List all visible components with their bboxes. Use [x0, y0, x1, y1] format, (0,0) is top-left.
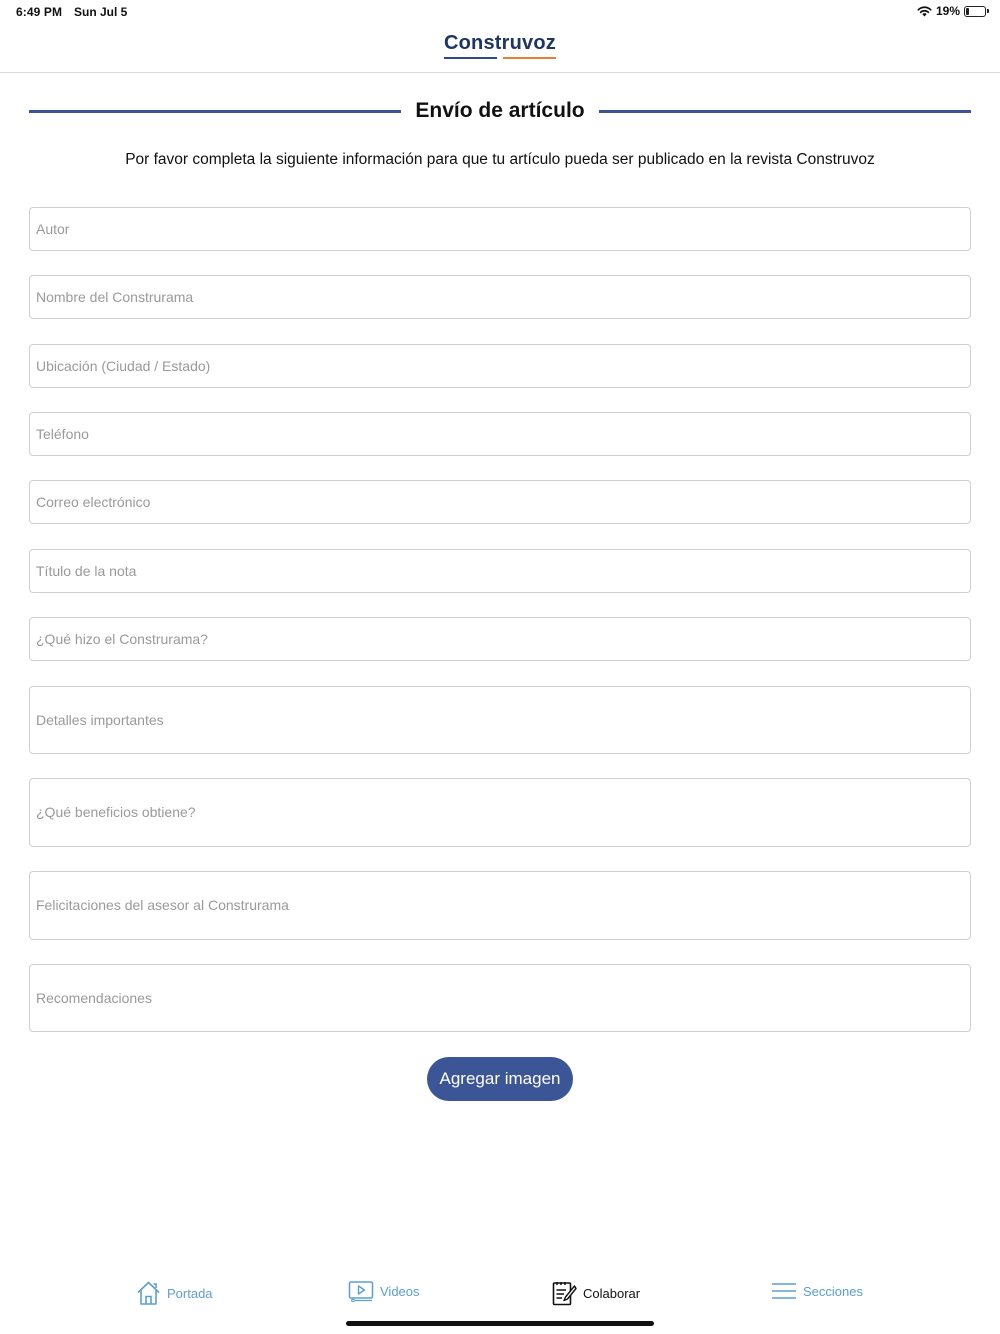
tab-videos-label: Videos	[380, 1283, 420, 1299]
section-title-row	[29, 96, 971, 126]
home-indicator	[346, 1321, 654, 1326]
title-rule-right	[599, 110, 971, 113]
page-title: Envío de artículo	[415, 99, 585, 122]
autor-input[interactable]	[29, 207, 971, 251]
menu-icon	[771, 1280, 797, 1302]
status-indicators	[917, 4, 986, 18]
detalles-textarea[interactable]	[29, 686, 971, 754]
tab-colaborar[interactable]	[552, 1280, 640, 1306]
video-icon	[348, 1280, 374, 1302]
telefono-input[interactable]	[29, 412, 971, 456]
logo	[0, 32, 1000, 59]
battery-level	[966, 8, 969, 15]
tab-bar	[0, 1272, 1000, 1322]
add-image-button[interactable]: Agregar imagen	[427, 1057, 573, 1101]
status-time: 6:49 PM	[16, 5, 63, 19]
status-date: Sun Jul 5	[74, 5, 128, 19]
logo-text	[444, 32, 556, 59]
app-header	[0, 24, 1000, 73]
tab-portada-label: Portada	[167, 1285, 213, 1301]
logo-underline	[444, 57, 556, 59]
battery-percent: 19%	[935, 4, 960, 18]
tab-videos[interactable]	[348, 1280, 420, 1302]
logo-underline-orange	[503, 57, 556, 59]
tab-portada[interactable]	[136, 1280, 213, 1306]
status-bar	[0, 0, 1000, 24]
intro-text: Por favor completa la siguiente información para que tu artículo pueda ser publicado en la revista Construvoz	[125, 151, 875, 168]
titulo-nota-input[interactable]	[29, 549, 971, 593]
ubicacion-input[interactable]	[29, 344, 971, 388]
wifi-icon	[917, 6, 932, 17]
logo-underline-blue	[444, 57, 497, 59]
battery-icon	[964, 6, 986, 17]
nombre-construrama-input[interactable]	[29, 275, 971, 319]
tab-secciones-label: Secciones	[803, 1283, 863, 1299]
correo-input[interactable]	[29, 480, 971, 524]
recomendaciones-textarea[interactable]	[29, 964, 971, 1032]
title-rule-left	[29, 110, 401, 113]
tab-secciones[interactable]	[771, 1280, 863, 1302]
edit-document-icon	[552, 1280, 577, 1306]
que-hizo-input[interactable]	[29, 617, 971, 661]
logo-label: Construvoz	[444, 32, 556, 54]
home-icon	[136, 1280, 161, 1306]
beneficios-textarea[interactable]	[29, 778, 971, 847]
felicitaciones-textarea[interactable]	[29, 871, 971, 940]
tab-colaborar-label: Colaborar	[583, 1285, 641, 1301]
